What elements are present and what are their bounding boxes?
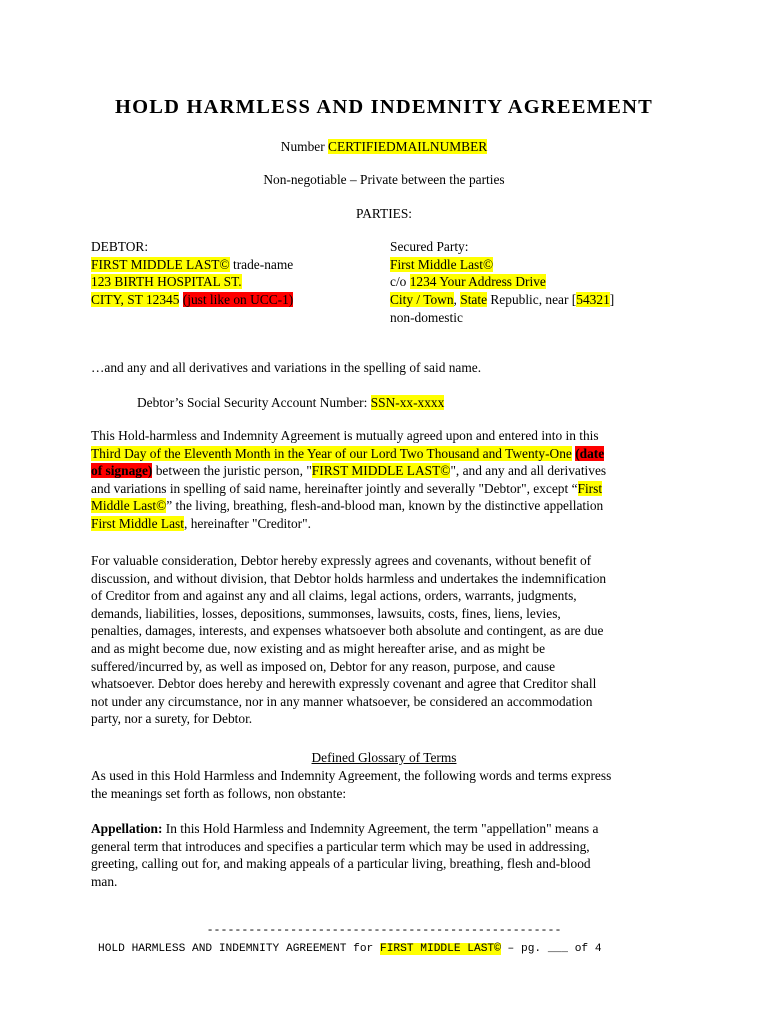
secured-party-name-line: [390, 256, 493, 274]
secured-party-nondomestic: non-domestic: [390, 310, 463, 325]
appellation-line: Appellation: In this Hold Harmless and Indemnity Agreement, the term "appellation" means a: [91, 821, 599, 836]
glossary-intro: [91, 767, 681, 802]
para1-line-3: of signage) between the juristic person, "FIRST MIDDLE LAST©", and any and all derivatives: [91, 463, 607, 479]
secured-party-zip: 54321: [576, 292, 610, 307]
page-number-blank: ___: [547, 943, 568, 955]
date-note-1: (date: [575, 445, 605, 461]
secured-party-state: State: [460, 292, 488, 307]
para2-line: and as might become due, now existing and as might hereafter arise, and as might be: [91, 640, 546, 656]
para1-line-4: and variations in spelling of said name, hereinafter jointly and severally "Debtor", except “First: [91, 480, 603, 496]
glossary-heading: Defined Glossary of Terms: [311, 750, 457, 765]
debtor-city-line: [91, 291, 293, 309]
debtor-name-suffix: trade-name: [229, 257, 294, 272]
footer-line: HOLD HARMLESS AND INDEMNITY AGREEMENT for FIRST MIDDLE LAST© – pg. ___ of 4: [98, 943, 602, 955]
agreement-date: Third Day of the Eleventh Month in the Year of our Lord Two Thousand and Twenty-One: [91, 445, 572, 461]
debtor-name: FIRST MIDDLE LAST©: [91, 257, 230, 272]
appellation-line: man.: [91, 873, 118, 889]
footer-rule: ---------------------------------------------------: [206, 924, 562, 937]
secured-party-city: City / Town: [390, 292, 454, 307]
secured-party-addr-prefix: c/o: [390, 274, 410, 289]
para2-line: suffered/incurred by, as well as imposed on, Debtor for any reason, purpose, and cause: [91, 658, 556, 674]
glossary-intro-line: the meanings set forth as follows, non obstante:: [91, 785, 347, 801]
appellation-line: greeting, calling out for, and making appeals of a particular living, breathing, flesh and-blood: [91, 856, 591, 872]
debtor-city: CITY, ST 12345: [91, 292, 180, 307]
subtitle: Non-negotiable – Private between the parties: [263, 172, 505, 187]
consideration-paragraph: [91, 552, 681, 728]
para2-line: penalties, damages, interests, and expenses whatsoever both absolute and contingent, as are due: [91, 623, 604, 639]
certified-mail-number: CERTIFIEDMAILNUMBER: [328, 139, 488, 154]
footer-name: FIRST MIDDLE LAST©: [379, 943, 501, 955]
appellation-term: Appellation:: [91, 821, 163, 836]
debtor-heading: DEBTOR:: [91, 239, 149, 254]
glossary-intro-line: As used in this Hold Harmless and Indemnity Agreement, the following words and terms express: [91, 768, 612, 783]
para2-line: For valuable consideration, Debtor hereby expressly agrees and covenants, without benefit of: [91, 553, 592, 568]
para2-line: party, nor a surety, for Debtor.: [91, 711, 253, 727]
para2-line: of Creditor from and against any and all claims, legal actions, orders, warrants, judgments,: [91, 588, 577, 604]
appellation-line: general term that introduces and specifies a particular term which may be used in addressing,: [91, 838, 590, 854]
para1-line-1: This Hold-harmless and Indemnity Agreement is mutually agreed upon and entered into in this: [91, 428, 599, 443]
para1-line-6: First Middle Last, hereinafter "Creditor".: [91, 515, 311, 531]
living-name-1: First: [577, 480, 603, 496]
para1-line-5: Middle Last©” the living, breathing, flesh-and-blood man, known by the distinctive appellation: [91, 498, 604, 514]
juristic-name: FIRST MIDDLE LAST©: [311, 463, 451, 479]
derivatives-line: …and any and all derivatives and variations in the spelling of said name.: [91, 360, 482, 375]
agreement-paragraph: [91, 427, 681, 533]
secured-party-republic: Republic, near [: [487, 292, 577, 307]
living-name-2: Middle Last©: [91, 498, 167, 514]
ssn-label: Debtor’s Social Security Account Number:: [137, 395, 371, 410]
debtor-address-line: [91, 273, 242, 291]
secured-party-address: 1234 Your Address Drive: [409, 274, 546, 289]
debtor-address: 123 BIRTH HOSPITAL ST.: [91, 274, 242, 289]
number-line: [0, 138, 768, 156]
debtor-city-note: (just like on UCC-1): [182, 292, 294, 307]
para2-line: not under any circumstance, nor in any manner whatsoever, be considered an accommodation: [91, 693, 593, 709]
para2-line: demands, liabilities, losses, depositions, summonses, lawsuits, costs, fines, liens, levies,: [91, 605, 561, 621]
parties-heading: PARTIES:: [356, 206, 412, 221]
appellation-definition: [91, 820, 681, 890]
number-label: Number: [280, 139, 325, 154]
para2-line: whatsoever. Debtor does hereby and herewith expressly covenant and agree that Creditor shall: [91, 676, 597, 692]
document-title: HOLD HARMLESS AND INDEMNITY AGREEMENT: [115, 96, 653, 118]
para1-line-2: [91, 445, 681, 463]
secured-party-close: ]: [609, 292, 615, 307]
secured-party-name: First Middle Last©: [390, 257, 494, 272]
ssn-value: SSN-xx-xxxx: [370, 395, 445, 410]
date-note-2: of signage): [91, 463, 153, 479]
secured-party-comma: ,: [453, 292, 461, 307]
secured-party-city-line: [390, 291, 614, 309]
ssn-line: [137, 394, 444, 412]
secured-party-heading: Secured Party:: [390, 239, 469, 254]
secured-party-address-line: [390, 273, 546, 291]
debtor-name-line: [91, 256, 293, 274]
creditor-name: First Middle Last: [91, 515, 184, 531]
para2-line: discussion, and without division, that Debtor holds harmless and undertakes the indemnification: [91, 570, 607, 586]
